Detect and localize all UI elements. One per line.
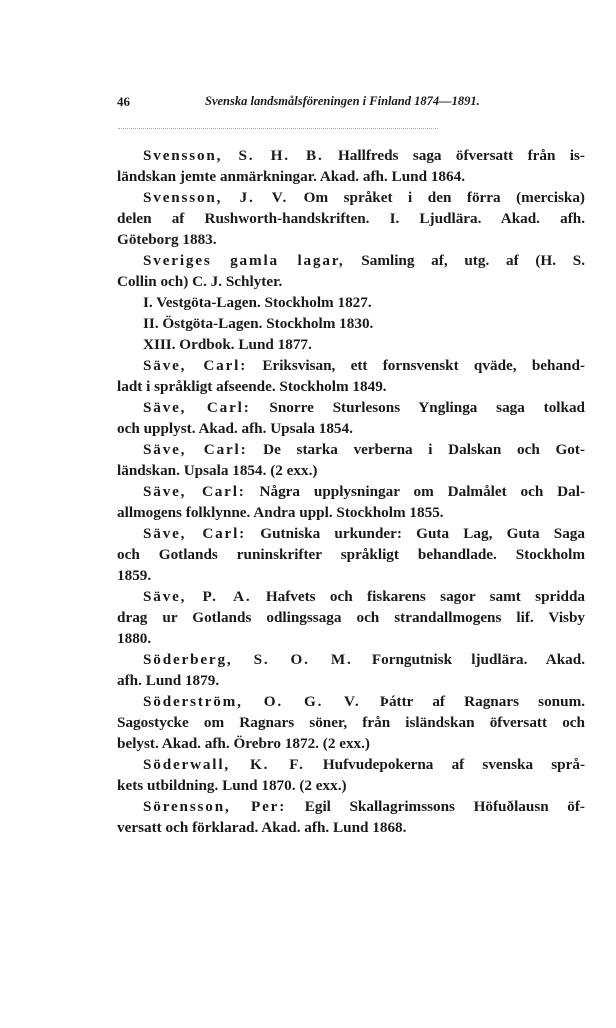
entry-text-line: Eriksvisan, ett fornsvenskt qväde, behand-	[262, 357, 585, 374]
entry-text-line: versatt och förklarad. Akad. afh. Lund 1868.	[117, 819, 407, 836]
entry-author: Säve, P. A.	[143, 588, 252, 605]
entry-text-line: drag ur Gotlands odlingssaga och strandallmogens lif. Visby	[117, 609, 585, 626]
bibliography-entry	[117, 334, 585, 355]
entry-text-line: II. Östgöta-Lagen. Stockholm 1830.	[143, 315, 374, 332]
entry-text-line: ländskan. Upsala 1854. (2 exx.)	[117, 462, 318, 479]
entry-text-line: I. Vestgöta-Lagen. Stockholm 1827.	[143, 294, 372, 311]
entry-text-line: Hufvudepokerna af svenska språ-	[322, 756, 585, 773]
entry-text-line: ladt i språkligt afseende. Stockholm 1849.	[117, 378, 387, 395]
entry-author: Sörensson, Per:	[143, 798, 287, 815]
entry-author: Söderström, O. G. V.	[143, 693, 361, 710]
entry-author: Säve, Carl:	[143, 357, 248, 374]
entry-author: Sveriges gamla lagar,	[143, 252, 345, 269]
bibliography-entry	[117, 691, 585, 754]
entry-text-line: Samling af, utg. af (H. S.	[361, 252, 586, 269]
entry-text-line: och Gotlands runinskrifter språkligt behandlade. Stockholm	[117, 546, 585, 563]
bibliography-entry	[117, 145, 585, 187]
entry-author: Svensson, J. V.	[143, 189, 289, 206]
entry-text-line: XIII. Ordbok. Lund 1877.	[143, 336, 312, 353]
entry-text-line: De starka verberna i Dalskan och Got-	[263, 441, 585, 458]
entry-text-line: Collin och) C. J. Schlyter.	[117, 273, 283, 290]
entry-text-line: Snorre Sturlesons Ynglinga saga tolkad	[269, 399, 585, 416]
entry-text-line: 1880.	[117, 630, 152, 647]
entry-text-line: Þáttr af Ragnars sonum.	[379, 693, 586, 710]
header-rule	[118, 128, 438, 129]
entry-text-line: Göteborg 1883.	[117, 231, 217, 248]
bibliography-entry	[117, 649, 585, 691]
bibliography-entry	[117, 586, 585, 649]
bibliography-entry	[117, 481, 585, 523]
bibliography-entry	[117, 796, 585, 838]
entry-author: Söderwall, K. F.	[143, 756, 305, 773]
bibliography-entry	[117, 250, 585, 292]
entry-text-line: Om språket i den förra (merciska)	[303, 189, 585, 206]
entry-text-line: Hafvets och fiskarens sagor samt spridda	[265, 588, 585, 605]
bibliography-entry	[117, 313, 585, 334]
entry-text-line: kets utbildning. Lund 1870. (2 exx.)	[117, 777, 347, 794]
entry-text-line: Egil Skallagrimssons Höfuðlausn öf-	[304, 798, 585, 815]
bibliography-entry	[117, 439, 585, 481]
entry-author: Säve, Carl:	[143, 441, 248, 458]
entry-author: Söderberg, S. O. M.	[143, 651, 353, 668]
bibliography-entry	[117, 397, 585, 439]
entry-author: Svensson, S. H. B.	[143, 147, 324, 164]
entry-text-line: delen af Rushworth-handskriften. I. Ljudlära. Akad. afh.	[117, 210, 585, 227]
entry-text-line: belyst. Akad. afh. Örebro 1872. (2 exx.)	[117, 735, 370, 752]
entry-text-line: Gutniska urkunder: Guta Lag, Guta Saga	[260, 525, 585, 542]
bibliography-entry	[117, 355, 585, 397]
entry-text-line: 1859.	[117, 567, 152, 584]
entry-text-line: ländskan jemte anmärkningar. Akad. afh. Lund 1864.	[117, 168, 465, 185]
bibliography-entry	[117, 523, 585, 586]
page-number: 46	[117, 94, 130, 109]
running-title: Svenska landsmålsföreningen i Finland 1874—1891.	[205, 94, 480, 108]
entry-text-line: Sagostycke om Ragnars söner, från isländskan öfversatt och	[117, 714, 585, 731]
entry-text-line: Forngutnisk ljudlära. Akad.	[371, 651, 585, 668]
bibliography-entry	[117, 754, 585, 796]
entry-author: Säve, Carl:	[143, 483, 246, 500]
entry-author: Säve, Carl:	[143, 525, 247, 542]
page-header	[113, 94, 583, 114]
bibliography-list	[117, 145, 585, 838]
entry-text-line: allmogens folklynne. Andra uppl. Stockholm 1855.	[117, 504, 444, 521]
entry-author: Säve, Carl:	[143, 399, 251, 416]
entry-text-line: Några upplysningar om Dalmålet och Dal-	[259, 483, 586, 500]
bibliography-entry	[117, 187, 585, 250]
entry-text-line: Hallfreds saga öfversatt från is-	[337, 147, 585, 164]
bibliography-entry	[117, 292, 585, 313]
entry-text-line: afh. Lund 1879.	[117, 672, 220, 689]
entry-text-line: och upplyst. Akad. afh. Upsala 1854.	[117, 420, 353, 437]
